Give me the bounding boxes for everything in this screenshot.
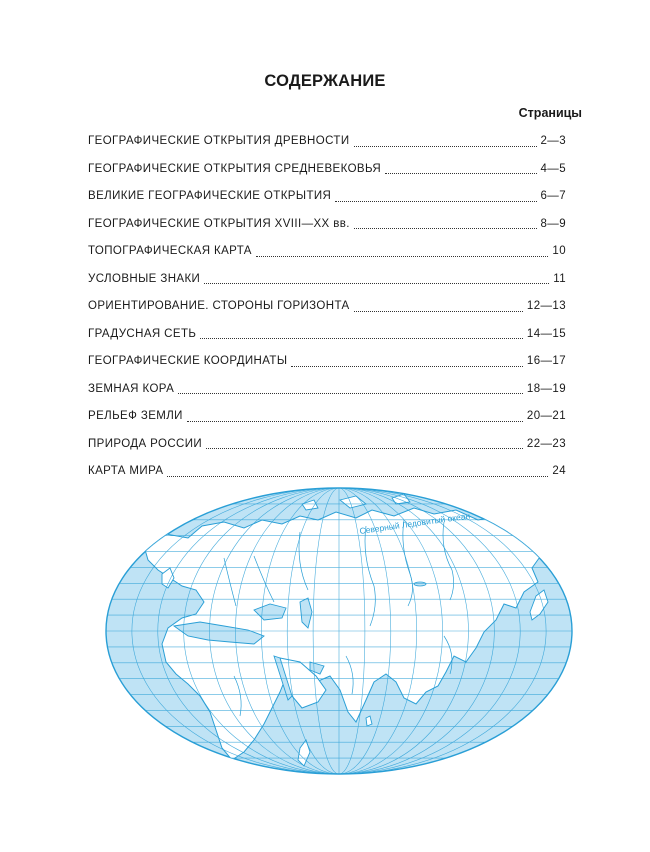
toc-entry-title: УСЛОВНЫЕ ЗНАКИ [88, 272, 201, 285]
toc-entry[interactable] [88, 238, 566, 266]
pages-column-label: Страницы [518, 106, 582, 120]
dot-leader [256, 255, 549, 257]
toc-entry-page: 20—21 [526, 410, 566, 422]
toc-entry-title: ОРИЕНТИРОВАНИЕ. СТОРОНЫ ГОРИЗОНТА [88, 300, 350, 312]
dot-leader [354, 310, 523, 312]
dot-leader [167, 475, 548, 477]
toc-entry-page: 24 [552, 465, 566, 477]
toc-entry[interactable] [88, 431, 566, 459]
dot-leader [206, 447, 523, 449]
toc-entry[interactable] [88, 266, 566, 294]
toc-entry[interactable] [88, 348, 566, 376]
dot-leader [335, 200, 536, 202]
toc-entry-title: ПРИРОДА РОССИИ [88, 437, 203, 450]
toc-entry[interactable] [88, 458, 566, 486]
toc-entry-page: 4—5 [540, 162, 566, 175]
toc-entry-title: ГЕОГРАФИЧЕСКИЕ ОТКРЫТИЯ ДРЕВНОСТИ [88, 135, 350, 147]
toc-entry-page: 11 [553, 272, 566, 285]
dot-leader [204, 282, 549, 284]
toc-entry[interactable] [88, 321, 566, 349]
toc-entry-page: 18—19 [526, 382, 566, 395]
dot-leader [200, 337, 523, 339]
toc-entry-title: ВЕЛИКИЕ ГЕОГРАФИЧЕСКИЕ ОТКРЫТИЯ [88, 190, 332, 202]
lake-baikal [414, 582, 426, 586]
toc-entry-title: РЕЛЬЕФ ЗЕМЛИ [88, 410, 183, 422]
toc-entry[interactable] [88, 376, 566, 404]
toc-entry-title: ГРАДУСНАЯ СЕТЬ [88, 327, 197, 340]
dot-leader [291, 365, 522, 367]
dot-leader [354, 227, 537, 229]
dot-leader [354, 145, 537, 147]
arctic-ocean-label: Северный Ледовитый океан [358, 510, 471, 536]
toc-entry[interactable] [88, 403, 566, 431]
toc-entry-page: 22—23 [526, 437, 566, 450]
toc-entry-page: 10 [552, 245, 566, 257]
toc-entry[interactable] [88, 293, 566, 321]
toc-entry-page: 6—7 [540, 190, 566, 202]
toc-entry-page: 14—15 [526, 327, 566, 340]
toc-entry-title: ГЕОГРАФИЧЕСКИЕ КООРДИНАТЫ [88, 355, 288, 367]
toc-entry-title: ТОПОГРАФИЧЕСКАЯ КАРТА [88, 245, 252, 257]
table-of-contents [88, 128, 566, 486]
toc-entry[interactable] [88, 156, 566, 184]
dot-leader [385, 172, 536, 174]
toc-entry-title: ЗЕМНАЯ КОРА [88, 382, 175, 395]
toc-entry[interactable] [88, 183, 566, 211]
dot-leader [178, 392, 523, 394]
toc-entry[interactable] [88, 128, 566, 156]
toc-entry[interactable] [88, 211, 566, 239]
toc-entry-page: 8—9 [540, 217, 566, 230]
toc-entry-page: 2—3 [540, 135, 566, 147]
dot-leader [187, 420, 523, 422]
toc-entry-title: ГЕОГРАФИЧЕСКИЕ ОТКРЫТИЯ СРЕДНЕВЕКОВЬЯ [88, 162, 382, 175]
eurasia-outline-map [104, 486, 574, 776]
page-title: СОДЕРЖАНИЕ [264, 72, 386, 90]
toc-entry-title: КАРТА МИРА [88, 465, 164, 477]
toc-entry-page: 16—17 [526, 355, 566, 367]
toc-entry-page: 12—13 [526, 300, 566, 312]
toc-entry-title: ГЕОГРАФИЧЕСКИЕ ОТКРЫТИЯ XVIII—XX вв. [88, 217, 350, 230]
